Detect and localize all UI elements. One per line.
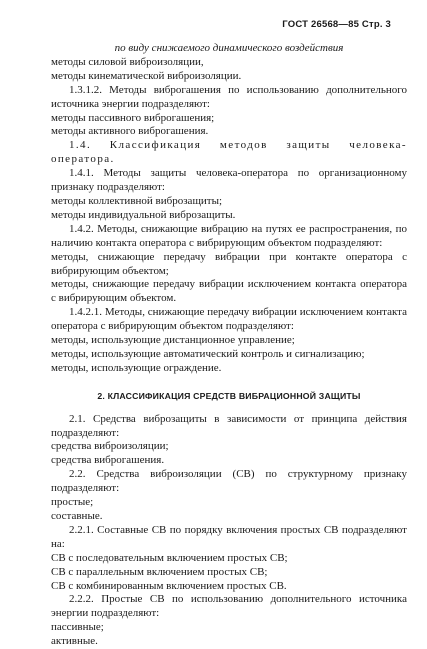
paragraph: методы индивидуальной виброзащиты. <box>51 208 236 221</box>
section-title: 2. КЛАССИФИКАЦИЯ СРЕДСТВ ВИБРАЦИОННОЙ ЗАЩИТЫ <box>97 390 361 401</box>
paragraph: методы пассивного виброгашения; <box>51 111 215 124</box>
paragraph: 1.4.2.1. Методы, снижающие передачу вибрации исключением контакта оператора с вибрирующим объектом подразделяют: <box>51 306 407 333</box>
paragraph: СВ с последовательным включением простых СВ; <box>51 551 288 564</box>
paragraph: методы, снижающие передачу вибрации при контакте оператора с вибрирующим объектом; <box>51 250 407 277</box>
page-header: ГОСТ 26568—85 Стр. 3 <box>282 19 391 30</box>
document-body <box>51 42 407 649</box>
paragraph: 1.3.1.2. Методы виброгашения по использованию дополнительного источника энергии подразделяют: <box>51 83 407 110</box>
paragraph: простые; <box>51 496 94 509</box>
paragraph: методы кинематической виброизоляции. <box>51 69 242 82</box>
subsection-heading: 1.4. Классификация методов защиты человека-оператора. <box>51 139 407 166</box>
paragraph: методы силовой виброизоляции, <box>51 55 204 68</box>
paragraph: методы, использующие автоматический контроль и сигнализацию; <box>51 347 365 360</box>
paragraph: 2.1. Средства виброзащиты в зависимости от принципа действия подразделяют: <box>51 412 407 439</box>
paragraph: 2.2.1. Составные СВ по порядку включения простых СВ подразделяют на: <box>51 523 407 550</box>
paragraph: 2.2.2. Простые СВ по использованию дополнительного источника энергии подразделяют: <box>51 593 407 620</box>
paragraph: методы, использующие ограждение. <box>51 361 222 374</box>
paragraph: по виду снижаемого динамического воздействия <box>114 42 344 54</box>
paragraph: составные. <box>51 510 103 522</box>
paragraph: СВ с комбинированным включением простых СВ. <box>51 579 287 592</box>
paragraph: 2.2. Средства виброизоляции (СВ) по структурному признаку подразделяют: <box>51 468 407 495</box>
paragraph: активные. <box>51 635 98 648</box>
paragraph: пассивные; <box>51 621 104 634</box>
paragraph: методы, использующие дистанционное управление; <box>51 334 295 347</box>
paragraph: СВ с параллельным включением простых СВ; <box>51 565 268 578</box>
paragraph: 1.4.2. Методы, снижающие вибрацию на путях ее распространения, по наличию контакта оператора с вибрирующим объектом подразделяют: <box>51 222 407 249</box>
paragraph: средства виброгашения. <box>51 454 165 467</box>
paragraph: 1.4.1. Методы защиты человека-оператора по организационному признаку подразделяют: <box>51 167 407 194</box>
paragraph: методы активного виброгашения. <box>51 125 209 138</box>
paragraph: средства виброизоляции; <box>51 440 169 453</box>
paragraph: методы коллективной виброзащиты; <box>51 194 223 207</box>
paragraph: методы, снижающие передачу вибрации исключением контакта оператора с вибрирующим объектом. <box>51 278 407 305</box>
